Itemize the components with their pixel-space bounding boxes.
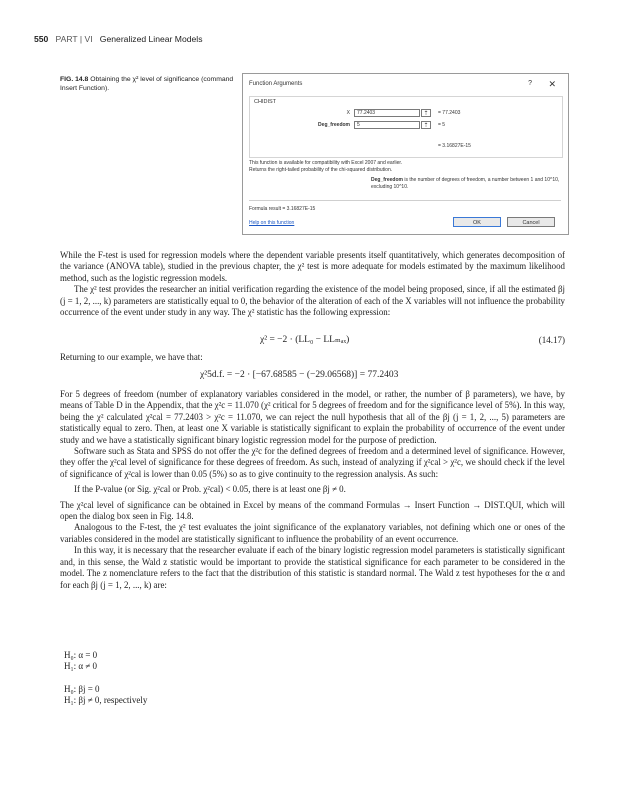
paragraph: If the P-value (or Sig. χ²cal or Prob. χ²cal) < 0.05, there is at least one βj ≠ 0.: [74, 484, 346, 495]
argument-row-x: [250, 109, 560, 118]
help-icon[interactable]: ?: [528, 80, 532, 87]
formula-result: Formula result = 3.16827E-15: [249, 206, 316, 212]
argument-help: [371, 177, 561, 190]
figure-label: FIG. 14.8: [60, 76, 89, 83]
argument-result: = 77.2403: [438, 110, 461, 116]
description-line: This function is available for compatibility with Excel 2007 and earlier.: [249, 160, 403, 166]
ok-button[interactable]: OK: [453, 217, 501, 227]
paragraph: Analogous to the F-test, the χ² test evaluates the joint significance of the explanatory variables, not defining which one or ones of the variables considered in the model are statistically significant to influence the probability of an event occurrence.: [60, 522, 565, 544]
function-result: = 3.16827E-15: [438, 143, 471, 149]
page-header: [34, 34, 203, 44]
collapse-dialog-icon[interactable]: ⇡: [421, 121, 431, 129]
paragraph: Software such as Stata and SPSS do not offer the χ²c for the defined degrees of freedom and a determined level of significance. However, they offer the χ²cal level of significance for these degrees of freedom. As such, instead of analyzing if χ²cal > χ²c, we should check if the level of significance of χ²cal is lower than 0.05 (5%) so as to give continuity to the regression analysis. As such:: [60, 446, 565, 479]
paragraph: For 5 degrees of freedom (number of explanatory variables considered in the model, or rather, the number of β parameters), we have, by means of Table D in the Appendix, that the χ²c = 11.070 (χ² critical for 5 degrees of freedom and for the significance level of 5%). In this way, being the χ² calculated χ²cal = 77.2403 > χ²c = 11.070, we can reject the null hypothesis that all of the βj (j = 1, 2, ..., 5) parameters are statistically equal to zero. Then, at least one X variable is statistically significant to explain the probability of occurrence of the event under study and we have a statistically significant binary logistic regression model for the purpose of prediction.: [60, 389, 565, 445]
part-label: PART | VI: [55, 34, 93, 44]
collapse-dialog-icon[interactable]: ⇡: [421, 109, 431, 117]
argument-help-text: is the number of degrees of freedom, a number between 1 and 10^10, excluding 10^10.: [371, 177, 560, 190]
function-arguments-dialog: [242, 73, 569, 235]
argument-row-deg-freedom: [250, 121, 560, 130]
paragraph: While the F-test is used for regression models where the dependent variable presents itself quantitatively, which generates decomposition of the variance (ANOVA table), studied in the previous chapter, the χ² test is more adequate for models estimated by the maximum likelihood method, such as the logistic regression models.: [60, 250, 565, 283]
body-section-2: [60, 352, 565, 363]
page-number: 550: [34, 34, 49, 44]
hypothesis: H₀: α = 0: [64, 650, 98, 660]
close-icon[interactable]: ✕: [548, 79, 556, 89]
deg-freedom-input[interactable]: 5: [354, 121, 420, 129]
hypothesis-block-alpha: [64, 650, 97, 672]
paragraph: Returning to our example, we have that:: [60, 352, 203, 362]
hypothesis: H₁: βj ≠ 0, respectively: [64, 695, 148, 705]
argument-label: X: [346, 110, 350, 116]
description-line: Returns the right-tailed probability of the chi-squared distribution.: [249, 167, 393, 173]
paragraph: The χ²cal level of significance can be obtained in Excel by means of the command Formulas → Insert Function → DIST.QUI, which will open the dialog box seen in Fig. 14.8.: [60, 499, 565, 522]
dialog-title: Function Arguments: [249, 81, 303, 87]
hypothesis: H₁: α ≠ 0: [64, 661, 98, 671]
cancel-button[interactable]: Cancel: [507, 217, 555, 227]
body-section-3: [60, 389, 565, 591]
figure-caption: [60, 75, 240, 93]
equation: χ²5d.f. = −2 · [−67.68585 − (−29.06568)] = 77.2403: [200, 370, 399, 380]
argument-label: Deg_freedom: [318, 122, 350, 128]
divider: [249, 200, 561, 201]
paragraph: In this way, it is necessary that the researcher evaluate if each of the binary logistic regression model parameters is statistically significant and, in this sense, the Wald z statistic would be important to provide the statistical significance for each parameter to be considered in the model. The z nomenclature refers to the fact that the distribution of this statistic is standard normal. The Wald z test hypotheses for the α and for each βj (j = 1, 2, ..., k) are:: [60, 545, 565, 590]
function-group: [249, 96, 563, 158]
argument-help-name: Deg_freedom: [371, 177, 403, 183]
body-section-1: [60, 250, 565, 318]
help-link[interactable]: Help on this function: [249, 220, 295, 226]
function-name: CHIDIST: [254, 99, 276, 105]
hypothesis-block-beta: [64, 684, 147, 706]
running-title: Generalized Linear Models: [99, 34, 203, 44]
argument-result: = 5: [438, 122, 446, 128]
paragraph: The χ² test provides the researcher an initial verification regarding the existence of the model being proposed, since, if all the estimated βj (j = 1, 2, ..., k) parameters are statistically equal to 0, the behavior of the alteration of each of the X variables will not influence the probability occurrence of the event under study in any way. The χ² statistic has the following expression:: [60, 284, 565, 318]
equation-number: (14.17): [538, 335, 565, 345]
equation: χ² = −2 · (LL₀ − LLₘₐₓ): [260, 335, 350, 345]
function-description: [249, 160, 402, 174]
hypothesis: H₀: βj = 0: [64, 684, 100, 694]
figure-caption-text: Obtaining the χ² level of significance (command Insert Function).: [60, 76, 234, 92]
x-input[interactable]: 77.2403: [354, 109, 420, 117]
